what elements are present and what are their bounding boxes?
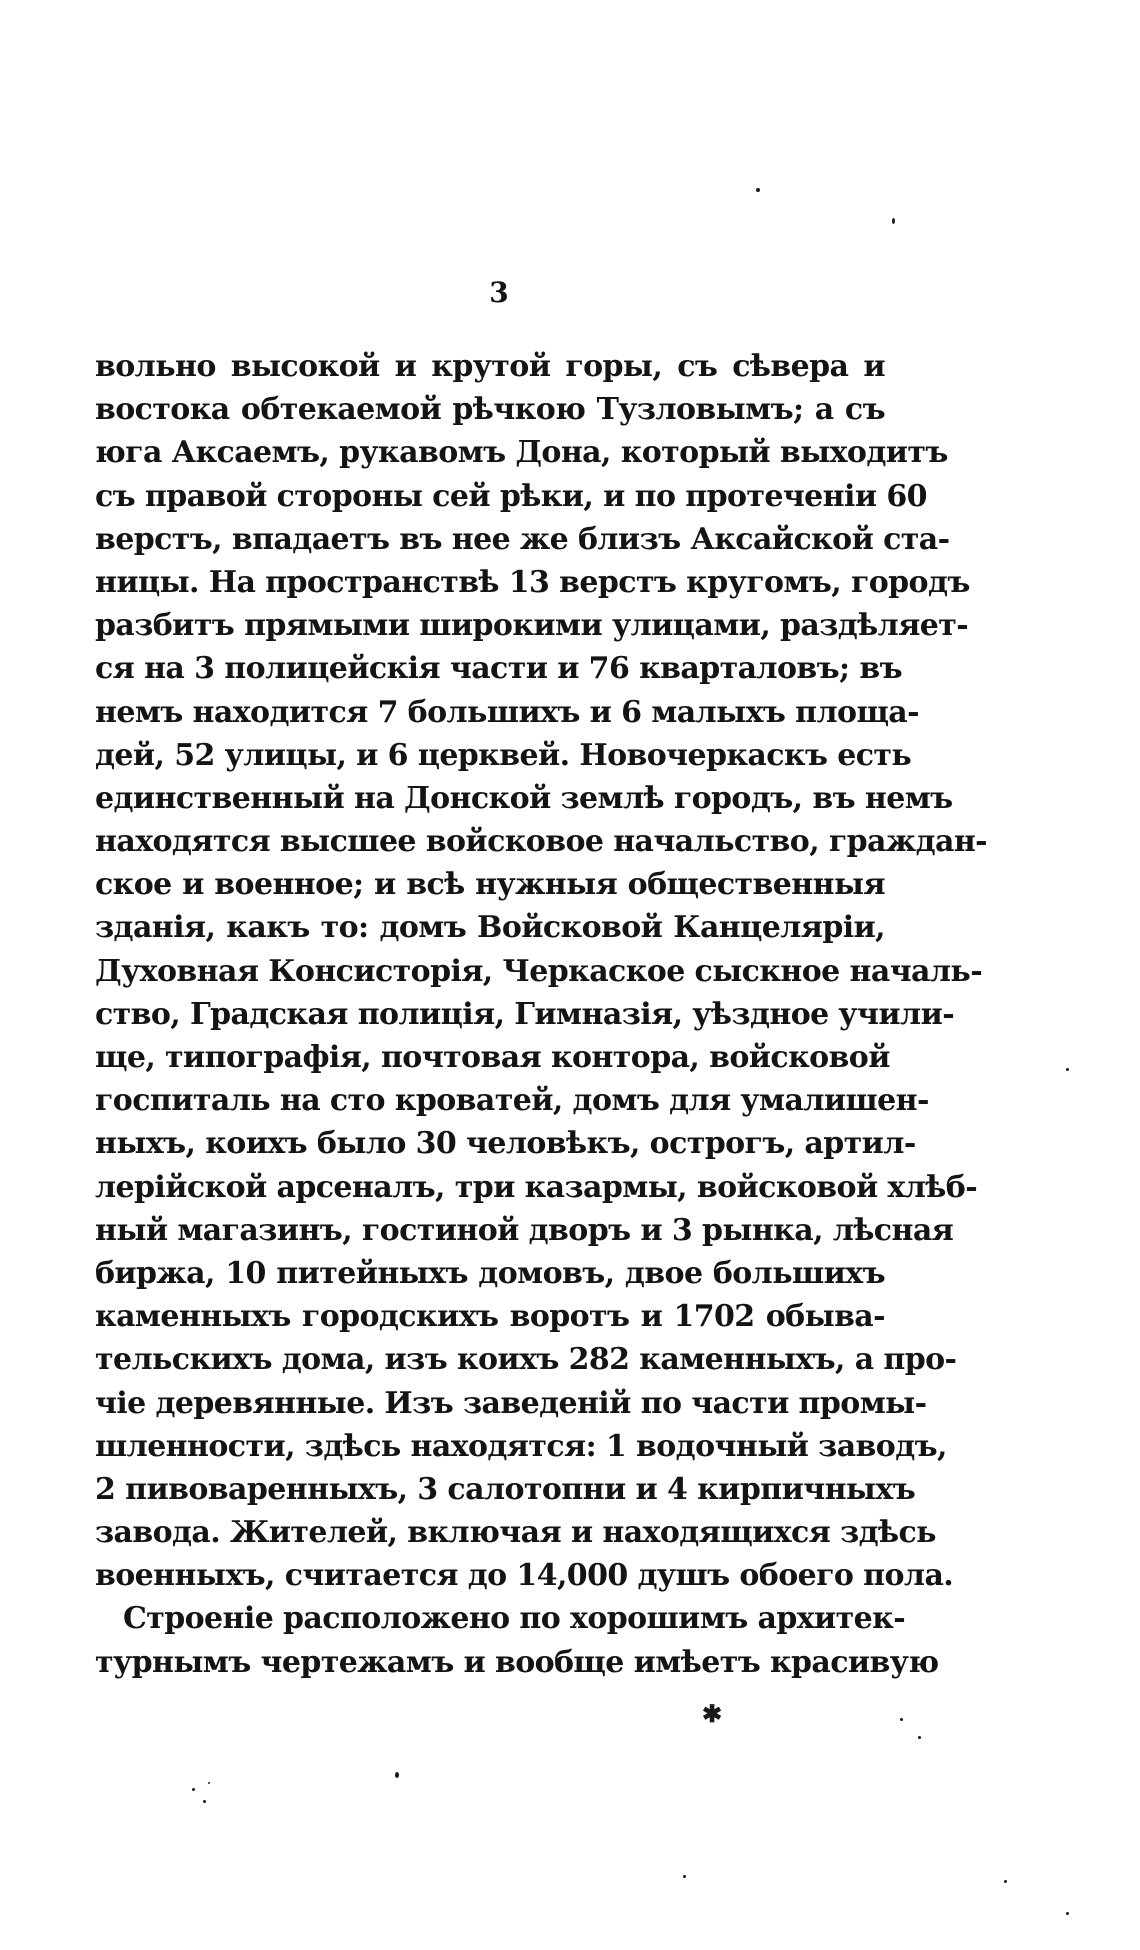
page-number: 3 (489, 276, 509, 309)
text-line: завода. Жителей, включая и находящихся здѣсь (95, 1515, 936, 1551)
text-line: ское и военное; и всѣ нужныя общественныя (95, 867, 885, 903)
text-line: разбитъ прямыми широкими улицами, раздѣляет- (95, 608, 969, 644)
print-speck (208, 1782, 210, 1784)
text-line: съ правой стороны сей рѣки, и по протеченіи 60 (95, 478, 927, 514)
print-speck (1066, 1068, 1069, 1071)
print-speck (192, 1788, 195, 1791)
text-line: чіе деревянные. Изъ заведеній по части промы- (95, 1385, 927, 1421)
text-line: ныхъ, коихъ было 30 человѣкъ, острогъ, артил- (95, 1126, 916, 1162)
asterisk-mark: ✱ (702, 1699, 723, 1728)
print-speck (756, 188, 760, 192)
text-line: ще, типографія, почтовая контора, войсковой (95, 1040, 890, 1075)
text-line: шленности, здѣсь находятся: 1 водочный заводъ, (95, 1428, 947, 1464)
text-line: зданія, какъ то: домъ Войсковой Канцеляріи, (95, 910, 885, 946)
text-line: тельскихъ дома, изъ коихъ 282 каменныхъ, а про- (95, 1342, 957, 1378)
text-line: немъ находится 7 большихъ и 6 малыхъ площа- (95, 694, 920, 730)
print-speck (395, 1772, 399, 1778)
text-line: турнымъ чертежамъ и вообще имѣетъ красивую (95, 1644, 939, 1680)
print-speck (203, 1800, 206, 1803)
text-line: госпиталь на сто кроватей, домъ для умалишен- (95, 1083, 929, 1119)
text-line: 2 пивоваренныхъ, 3 салотопни и 4 кирпичныхъ (95, 1471, 916, 1507)
text-line: каменныхъ городскихъ воротъ и 1702 обыва- (95, 1299, 885, 1335)
text-line: Духовная Консисторія, Черкаское сыскное началь- (95, 953, 983, 989)
print-speck (892, 218, 895, 224)
text-line: единственный на Донской землѣ городъ, въ немъ (95, 780, 953, 816)
text-line: военныхъ, считается до 14,000 душъ обоего пола. (95, 1558, 954, 1594)
print-speck (1066, 1912, 1069, 1915)
text-line: ство, Градская полиція, Гимназія, уѣздное учили- (95, 996, 955, 1032)
print-speck (918, 1736, 921, 1739)
text-line: ся на 3 полицейскія части и 76 кварталовъ; въ (95, 651, 903, 687)
text-line: востока обтекаемой рѣчкою Тузловымъ; а съ (95, 392, 885, 428)
text-line: биржа, 10 питейныхъ домовъ, двое большихъ (95, 1255, 885, 1291)
text-line: Строеніе расположено по хорошимъ архитек- (123, 1601, 906, 1637)
print-speck (1004, 1880, 1007, 1883)
text-line: вольно высокой и крутой горы, съ сѣвера и (95, 349, 885, 384)
text-line: верстъ, впадаетъ въ нее же близъ Аксайской ста- (95, 521, 950, 557)
body-text (95, 345, 988, 1684)
text-line: находятся высшее войсковое начальство, граждан- (95, 824, 988, 860)
text-line: дей, 52 улицы, и 6 церквей. Новочеркаскъ есть (95, 737, 912, 773)
print-speck (683, 1875, 686, 1878)
text-line: юга Аксаемъ, рукавомъ Дона, который выходитъ (95, 435, 948, 471)
text-line: ницы. На пространствѣ 13 верстъ кругомъ, городъ (95, 564, 970, 600)
text-line: ный магазинъ, гостиной дворъ и 3 рынка, лѣсная (95, 1212, 954, 1248)
text-line: лерійской арсеналъ, три казармы, войсковой хлѣб- (95, 1169, 978, 1205)
print-speck (900, 1718, 903, 1721)
